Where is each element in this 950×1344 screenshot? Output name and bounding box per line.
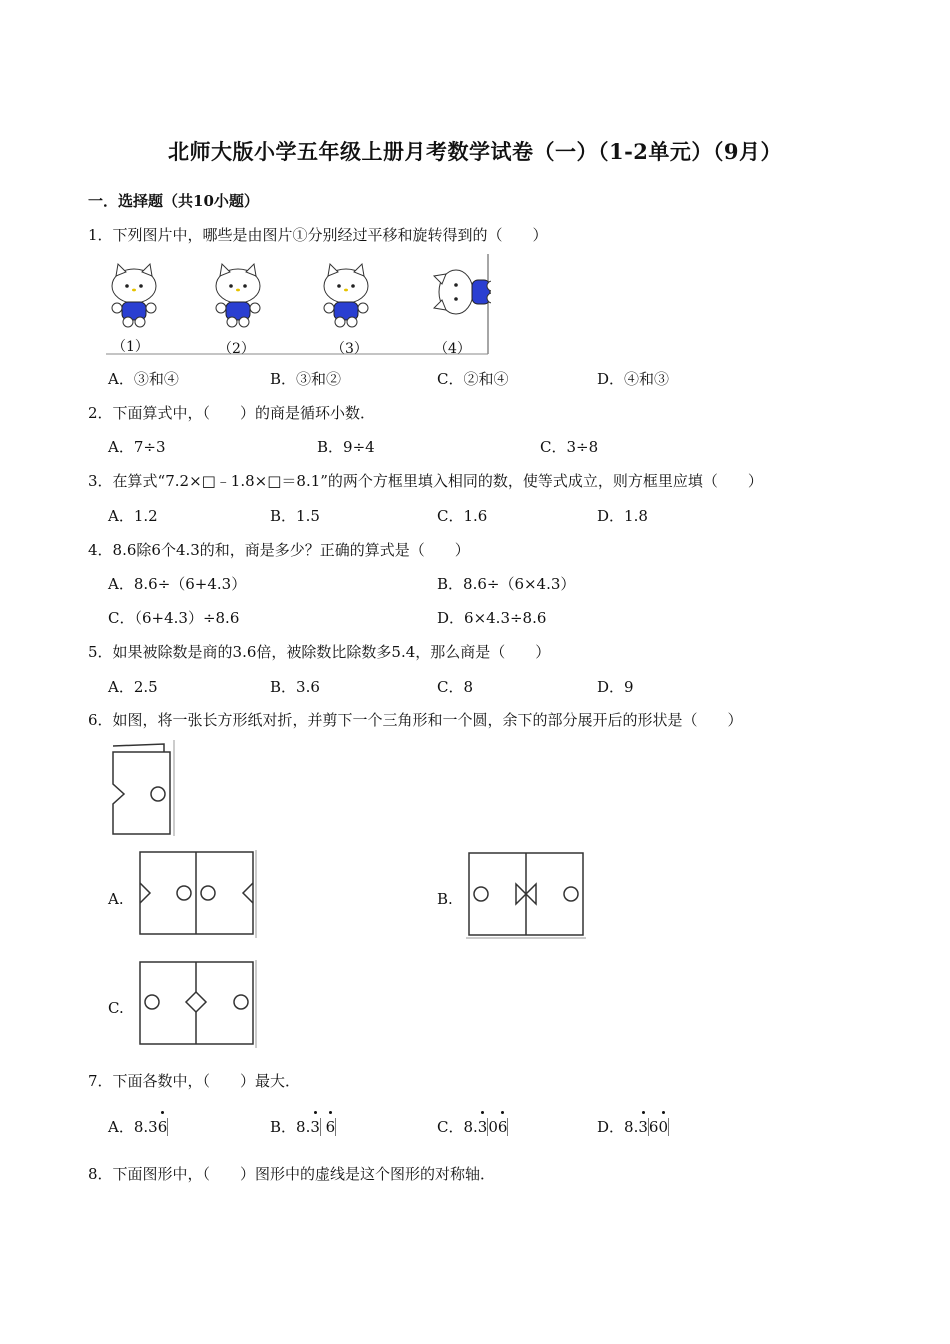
kitty-caption-2: （2） <box>218 341 255 357</box>
q6-option-c-label[interactable]: C. <box>108 999 124 1017</box>
repeating-digit: 6 <box>326 1118 337 1136</box>
q2-option-a[interactable]: A．7÷3 <box>108 438 166 456</box>
kitty-caption-4: （4） <box>434 341 471 357</box>
q7-option-d-number: 8. <box>624 1118 639 1136</box>
repeating-digit: 0 <box>658 1118 669 1136</box>
q1-option-b[interactable]: B．③和② <box>270 370 342 388</box>
q5-option-a[interactable]: A．2.5 <box>108 678 158 696</box>
page-title: 北师大版小学五年级上册月考数学试卷（一）（1-2单元）（9月） <box>167 139 783 164</box>
question-4-stem: 4．8.6除6个4.3的和，商是多少？正确的算式是（ ） <box>88 541 470 559</box>
section-heading: 一．选择题（共10小题） <box>88 192 259 210</box>
q1-option-c[interactable]: C．②和④ <box>437 370 509 388</box>
question-2-stem: 2．下面算式中，（ ）的商是循环小数． <box>88 404 376 422</box>
q7-option-a[interactable] <box>108 1116 168 1137</box>
q5-option-d[interactable]: D．9 <box>597 678 634 696</box>
q4-option-d[interactable]: D．6×4.3÷8.6 <box>437 609 547 627</box>
repeating-digit: 3 <box>310 1118 321 1136</box>
q5-option-b[interactable]: B．3.6 <box>270 678 320 696</box>
q7-option-a-number: 8.3 <box>133 1118 158 1136</box>
q7-option-c[interactable]: C．8. 30 6 <box>437 1116 508 1137</box>
kitty-1-image <box>112 264 156 327</box>
question-5-stem: 5．如果被除数是商的3.6倍，被除数比除数多5.4，那么商是（ ） <box>88 643 551 661</box>
q6-option-a-figure[interactable] <box>136 848 260 940</box>
q4-option-c[interactable]: C．（6+4.3）÷8.6 <box>108 609 240 627</box>
q6-option-b-label[interactable]: B. <box>437 890 453 908</box>
q3-option-c[interactable]: C．1.6 <box>437 507 488 525</box>
kitty-2-image <box>216 264 260 327</box>
repeating-digit: 3 <box>638 1118 649 1136</box>
q7-option-b-number: 8. <box>296 1118 311 1136</box>
repeating-digit: 6 <box>498 1118 509 1136</box>
repeating-digit: 3 <box>478 1118 489 1136</box>
question-8-stem: 8．下面图形中，（ ）图形中的虚线是这个图形的对称轴． <box>88 1165 496 1183</box>
q1-option-a[interactable]: A．③和④ <box>108 370 179 388</box>
q3-option-a[interactable]: A．1.2 <box>108 507 158 525</box>
q7-option-c-number: 8. <box>463 1118 478 1136</box>
q7-option-a-label: A． <box>108 1118 134 1136</box>
kitty-4-image <box>434 270 491 314</box>
q7-option-c-label: C． <box>437 1118 464 1136</box>
repeating-digit: 6 <box>158 1118 169 1136</box>
q4-option-a[interactable]: A．8.6÷（6+4.3） <box>108 575 247 593</box>
kitty-3-image <box>324 264 368 327</box>
q2-option-b[interactable]: B．9÷4 <box>317 438 375 456</box>
question-3-stem: 3．在算式“7.2×□﹣1.8×□＝8.1”的两个方框里填入相同的数，使等式成立，则方框里应填（ ） <box>88 472 763 490</box>
q3-option-d[interactable]: D．1.8 <box>597 507 648 525</box>
q6-option-a-label[interactable]: A. <box>108 890 124 908</box>
question-6-stem: 6．如图，将一张长方形纸对折，并剪下一个三角形和一个圆，余下的部分展开后的形状是（ ） <box>88 711 743 729</box>
q7-option-d[interactable]: D．8. 36 0 <box>597 1116 669 1137</box>
q7-option-b-label: B． <box>270 1118 297 1136</box>
q7-option-d-label: D． <box>597 1118 625 1136</box>
q7-option-b[interactable] <box>270 1116 336 1137</box>
q1-option-d[interactable]: D．④和③ <box>597 370 670 388</box>
q4-option-b[interactable]: B．8.6÷（6×4.3） <box>437 575 576 593</box>
q6-option-b-figure[interactable] <box>464 850 588 942</box>
folded-paper-figure <box>108 740 178 838</box>
question-1-stem: 1．下列图片中，哪些是由图片①分别经过平移和旋转得到的（ ） <box>88 226 548 244</box>
q5-option-c[interactable]: C．8 <box>437 678 474 696</box>
q2-option-c[interactable]: C．3÷8 <box>540 438 599 456</box>
kitty-caption-3: （3） <box>331 341 368 357</box>
q6-option-c-figure[interactable] <box>136 958 260 1050</box>
question-7-stem: 7．下面各数中，（ ）最大． <box>88 1072 301 1090</box>
kitty-caption-1: （1） <box>112 339 149 355</box>
q3-option-b[interactable]: B．1.5 <box>270 507 320 525</box>
